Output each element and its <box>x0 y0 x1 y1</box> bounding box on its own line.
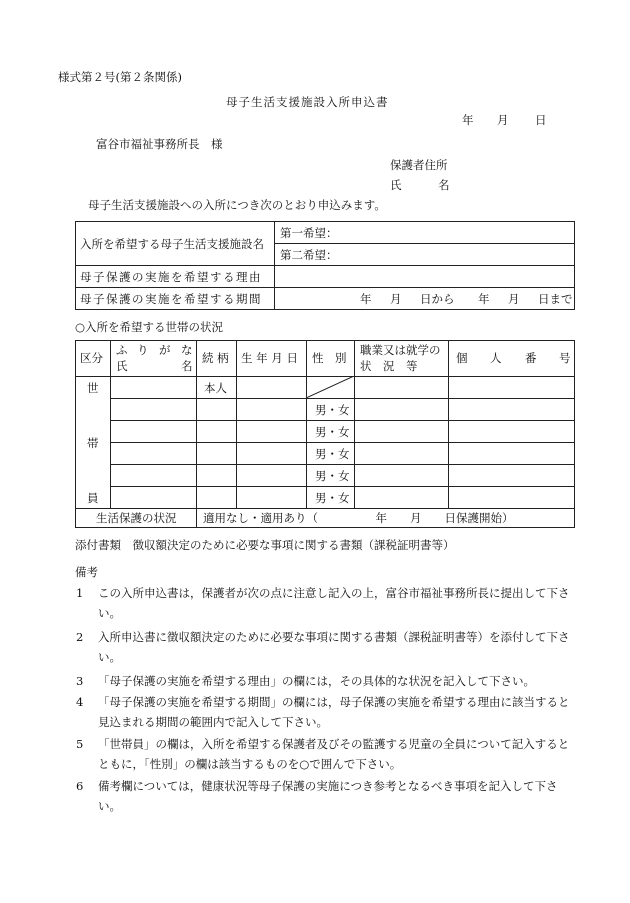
reason-label: 母子保護の実施を希望する理由 <box>80 270 262 284</box>
welfare-status-value[interactable]: 適用なし・適用あり（ 年 月 日保護開始） <box>203 511 514 525</box>
header-furigana-4: な <box>181 343 193 357</box>
note-number: 5 <box>76 737 84 751</box>
household-section-title: ○入所を希望する世帯の状況 <box>75 320 224 334</box>
self-relationship: 本人 <box>204 381 227 395</box>
addressee: 富谷市福祉事務所長 様 <box>96 137 223 151</box>
note-number: 6 <box>76 779 84 793</box>
applicant-address-label: 保護者住所 <box>390 158 448 172</box>
date-month: 月 <box>497 113 509 127</box>
sex-option-row-4[interactable]: 男・女 <box>315 447 350 461</box>
period-label: 母子保護の実施を希望する期間 <box>80 292 262 306</box>
note-text: 入所申込書に徴収額決定のために必要な事項に関する書類（課税証明書等）を添付して下さい。 <box>98 630 570 664</box>
note-text: この入所申込書は，保護者が次の点に注意し記入の上，富谷市福祉事務所長に提出して下さい。 <box>98 586 570 620</box>
diagonal-slash <box>306 376 355 399</box>
sex-option-row-6[interactable]: 男・女 <box>315 491 350 505</box>
header-job-1: 職業又は就学の <box>360 343 441 357</box>
sex-option-row-2[interactable]: 男・女 <box>315 403 350 417</box>
header-shimei-1: 氏 <box>116 359 128 373</box>
note-text: 「母子保護の実施を希望する期間」の欄には，母子保護の実施を希望する理由に該当すると見込まれる期間の範囲内で記入して下さい。 <box>98 695 570 729</box>
note-text: 備考欄については，健康状況等母子保護の実施につき参考となるべき事項を記入して下さい。 <box>98 779 558 813</box>
note-4 <box>78 692 578 732</box>
welfare-status-label: 生活保護の状況 <box>96 511 177 525</box>
period-day-to[interactable]: 日まで <box>538 292 573 306</box>
header-job-2: 状 況 等 <box>360 359 418 373</box>
sex-option-row-5[interactable]: 男・女 <box>315 469 350 483</box>
note-number: 3 <box>76 674 84 688</box>
notes-title: 備考 <box>75 565 98 579</box>
header-kubun: 区分 <box>80 351 103 365</box>
attachments-text: 添付書類 徴収額決定のために必要な事項に関する書類（課税証明書等） <box>75 538 455 552</box>
kubun-char-2: 帯 <box>87 436 99 450</box>
sex-option-row-3[interactable]: 男・女 <box>315 425 350 439</box>
note-5 <box>78 734 578 774</box>
note-1 <box>78 583 578 623</box>
applicant-name-label-1: 氏 <box>390 178 402 192</box>
header-shimei-2: 名 <box>181 359 193 373</box>
note-text: 「母子保護の実施を希望する理由」の欄には，その具体的な状況を記入して下さい。 <box>98 674 535 688</box>
period-month-from[interactable]: 月 <box>390 292 402 306</box>
first-choice-field[interactable]: 第一希望： <box>280 226 338 240</box>
note-3 <box>78 671 578 691</box>
header-mynumber-4: 号 <box>559 351 571 365</box>
applicant-name-label-2: 名 <box>438 178 450 192</box>
header-mynumber-1: 個 <box>456 351 468 365</box>
header-furigana-2: り <box>137 343 149 357</box>
note-number: 2 <box>76 630 84 644</box>
note-text: 「世帯員」の欄は，入所を希望する保護者及びその監護する児童の全員について記入するとともに，「性別」の欄は該当するものを○で囲んで下さい。 <box>98 737 570 771</box>
date-year: 年 <box>462 113 474 127</box>
note-number: 4 <box>76 695 84 709</box>
header-zokugara: 続 柄 <box>202 351 229 365</box>
note-6 <box>78 776 578 816</box>
period-month-to[interactable]: 月 <box>508 292 520 306</box>
date-day: 日 <box>535 113 547 127</box>
reason-field[interactable] <box>276 266 573 286</box>
form-number: 様式第２号(第２条関係) <box>58 70 182 84</box>
period-year-to[interactable]: 年 <box>478 292 490 306</box>
period-year-from[interactable]: 年 <box>360 292 372 306</box>
header-sex: 性 別 <box>312 351 347 365</box>
header-furigana-3: が <box>159 343 171 357</box>
note-2 <box>78 627 578 667</box>
facility-label: 入所を希望する母子生活支援施設名 <box>80 237 264 251</box>
header-mynumber-2: 人 <box>490 351 502 365</box>
kubun-char-3: 員 <box>87 491 99 505</box>
second-choice-field[interactable]: 第二希望： <box>280 248 338 262</box>
intro-text: 母子生活支援施設への入所につき次のとおり申込みます。 <box>88 198 386 212</box>
period-day-from[interactable]: 日から <box>420 292 455 306</box>
header-birthdate: 生 年 月 日 <box>241 351 298 365</box>
kubun-char-1: 世 <box>87 381 99 395</box>
header-furigana-1: ふ <box>116 343 128 357</box>
form-title: 母子生活支援施設入所申込書 <box>226 95 389 109</box>
header-mynumber-3: 番 <box>525 351 537 365</box>
note-number: 1 <box>76 586 84 600</box>
